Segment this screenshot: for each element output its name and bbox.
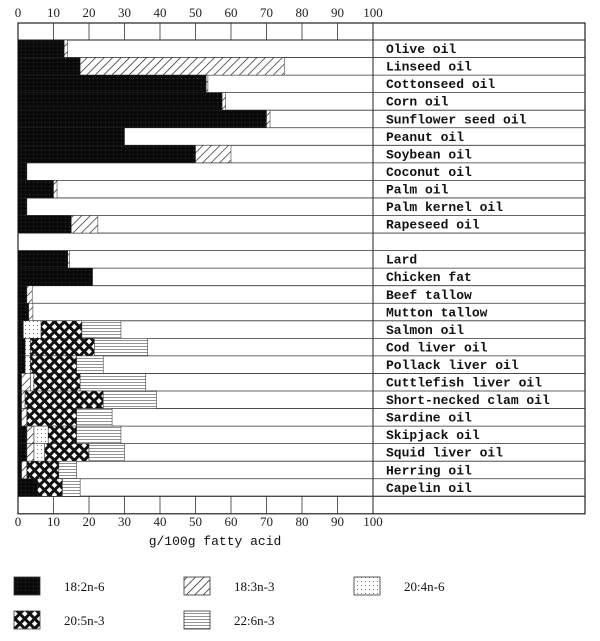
bar-segment — [18, 303, 29, 321]
bottom-tick-label: 70 — [260, 514, 273, 529]
bar-segment — [30, 356, 76, 374]
bar-segment — [18, 93, 222, 111]
bar-segment — [18, 391, 22, 409]
row-label: Rapeseed oil — [386, 217, 480, 233]
bar-segment — [18, 373, 22, 391]
bar-row — [18, 286, 32, 304]
bar-row — [18, 58, 284, 76]
bar-segment — [25, 356, 30, 374]
bottom-tick-label: 50 — [189, 514, 202, 529]
bar-row — [18, 75, 208, 93]
legend-item — [184, 577, 274, 595]
bar-row — [18, 198, 27, 216]
row-label: Short-necked clam oil — [386, 393, 550, 409]
bottom-axis — [15, 514, 383, 529]
bar-row — [18, 303, 33, 321]
bottom-tick-label: 0 — [14, 514, 22, 529]
row-label: Corn oil — [386, 94, 449, 110]
bar-row — [18, 110, 270, 128]
bar-row — [18, 444, 125, 462]
legend-item — [14, 577, 105, 595]
bar-segment — [54, 180, 58, 198]
top-tick-label: 80 — [295, 5, 309, 20]
bar-row — [18, 409, 112, 427]
bar-segment — [29, 303, 33, 321]
legend — [14, 577, 445, 629]
bottom-tick-label: 80 — [295, 514, 309, 529]
legend-swatch-icon — [354, 577, 380, 595]
row-label: Chicken fat — [386, 270, 472, 286]
bar-row — [18, 426, 121, 444]
bar-segment — [18, 426, 27, 444]
bar-segment — [27, 461, 59, 479]
legend-label: 18:3n-3 — [234, 579, 275, 594]
bar-segment — [18, 40, 64, 58]
row-label: Lard — [386, 252, 418, 268]
bar-segment — [62, 479, 80, 497]
bar-row — [18, 461, 77, 479]
bar-segment — [22, 461, 27, 479]
bar-segment — [22, 409, 27, 427]
bar-row — [18, 145, 231, 163]
bar-segment — [18, 268, 93, 286]
legend-swatch-icon — [184, 577, 210, 595]
bottom-tick-label: 10 — [47, 514, 60, 529]
bar-row — [18, 93, 226, 111]
bar-segment — [18, 198, 27, 216]
bottom-tick-label: 30 — [118, 514, 131, 529]
bar-segment — [18, 110, 267, 128]
top-tick-label: 30 — [118, 5, 131, 20]
legend-item — [354, 577, 445, 595]
bar-segment — [18, 338, 25, 356]
bar-segment — [18, 163, 27, 181]
row-label: Soybean oil — [386, 147, 472, 163]
row-label: Mutton tallow — [386, 305, 488, 321]
bar-segment — [22, 391, 26, 409]
bottom-tick-label: 20 — [82, 514, 96, 529]
row-label: Cottonseed oil — [386, 77, 496, 93]
bar-row — [18, 391, 156, 409]
bar-segment — [18, 251, 68, 269]
row-label: Salmon oil — [386, 322, 465, 338]
bar-segment — [25, 338, 30, 356]
legend-swatch-icon — [184, 611, 210, 629]
bar-row — [18, 163, 27, 181]
bar-row — [18, 128, 125, 146]
row-label: Sardine oil — [386, 410, 472, 426]
legend-label: 18:2n-6 — [64, 579, 105, 594]
bar-segment — [27, 409, 77, 427]
bar-segment — [80, 373, 146, 391]
legend-item — [184, 611, 274, 629]
bar-segment — [27, 444, 34, 462]
top-tick-label: 50 — [189, 5, 202, 20]
bar-segment — [89, 444, 125, 462]
top-axis — [15, 5, 383, 20]
bar-row — [18, 373, 146, 391]
bar-segment — [22, 373, 31, 391]
bottom-tick-label: 90 — [331, 514, 344, 529]
top-tick-label: 100 — [363, 5, 383, 20]
bar-row — [18, 479, 80, 497]
bar-segment — [77, 356, 104, 374]
row-label: Capelin oil — [386, 480, 472, 496]
bar-segment — [68, 251, 70, 269]
row-label: Skipjack oil — [386, 428, 480, 444]
bar-segment — [18, 216, 71, 234]
bar-segment — [18, 180, 54, 198]
bar-segment — [94, 338, 147, 356]
row-label: Cuttlefish liver oil — [386, 375, 543, 391]
row-label: Pollack liver oil — [386, 357, 519, 373]
bar-row — [18, 251, 69, 269]
bar-segment — [30, 338, 94, 356]
bar-row — [18, 268, 93, 286]
row-label: Peanut oil — [386, 129, 465, 145]
bar-segment — [80, 58, 284, 76]
bar-segment — [196, 145, 232, 163]
bar-segment — [103, 391, 156, 409]
row-label: Sunflower seed oil — [386, 112, 527, 128]
bar-segment — [34, 444, 45, 462]
bar-segment — [18, 75, 206, 93]
bar-segment — [27, 286, 32, 304]
row-label: Herring oil — [386, 463, 472, 479]
bar-segment — [23, 321, 41, 339]
bar-segment — [267, 110, 271, 128]
bar-segment — [25, 391, 103, 409]
bar-segment — [34, 373, 80, 391]
bar-segment — [222, 93, 226, 111]
bar-segment — [18, 461, 22, 479]
bar-segment — [64, 40, 68, 58]
legend-label: 20:4n-6 — [404, 579, 445, 594]
legend-label: 22:6n-3 — [234, 613, 275, 628]
bar-segment — [41, 321, 82, 339]
bar-segment — [38, 479, 63, 497]
bar-segment — [18, 356, 25, 374]
bottom-tick-label: 60 — [224, 514, 238, 529]
legend-swatch-icon — [14, 611, 40, 629]
bar-segment — [18, 444, 27, 462]
row-label: Cod liver oil — [386, 340, 488, 356]
top-tick-label: 70 — [260, 5, 273, 20]
bar-segment — [18, 128, 125, 146]
bar-segment — [71, 216, 98, 234]
bar-segment — [48, 426, 76, 444]
bar-segment — [59, 461, 77, 479]
x-axis-title: g/100g fatty acid — [148, 534, 282, 549]
row-label: Palm oil — [386, 182, 449, 198]
legend-item — [14, 611, 104, 629]
bar-segment — [18, 286, 27, 304]
row-label: Olive oil — [386, 42, 457, 58]
legend-swatch-icon — [14, 577, 40, 595]
top-tick-label: 0 — [14, 5, 22, 20]
bottom-tick-label: 100 — [363, 514, 383, 529]
top-tick-label: 10 — [47, 5, 60, 20]
bar-segment — [82, 321, 121, 339]
bar-segment — [34, 426, 48, 444]
bar-segment — [30, 373, 34, 391]
row-label: Beef tallow — [386, 287, 472, 303]
top-tick-label: 20 — [82, 5, 96, 20]
bar-row — [18, 40, 68, 58]
row-label: Squid liver oil — [386, 445, 504, 461]
bar-segment — [18, 479, 38, 497]
row-label: Coconut oil — [386, 164, 472, 180]
row-label: Palm kernel oil — [386, 200, 504, 215]
top-tick-label: 90 — [331, 5, 344, 20]
row-label: Linseed oil — [386, 59, 472, 75]
bar-segment — [18, 409, 22, 427]
top-tick-label: 40 — [153, 5, 167, 20]
bar-row — [18, 321, 121, 339]
bar-segment — [45, 444, 89, 462]
bar-segment — [18, 321, 23, 339]
bar-row — [18, 216, 98, 234]
bar-row — [18, 338, 148, 356]
bar-segment — [77, 409, 113, 427]
bar-segment — [18, 58, 80, 76]
bottom-tick-label: 40 — [153, 514, 167, 529]
bar-row — [18, 180, 57, 198]
bar-segment — [206, 75, 208, 93]
bar-row — [18, 356, 103, 374]
bar-segment — [27, 426, 34, 444]
bar-segment — [18, 145, 196, 163]
legend-label: 20:5n-3 — [64, 613, 105, 628]
bar-segment — [77, 426, 121, 444]
top-tick-label: 60 — [224, 5, 238, 20]
